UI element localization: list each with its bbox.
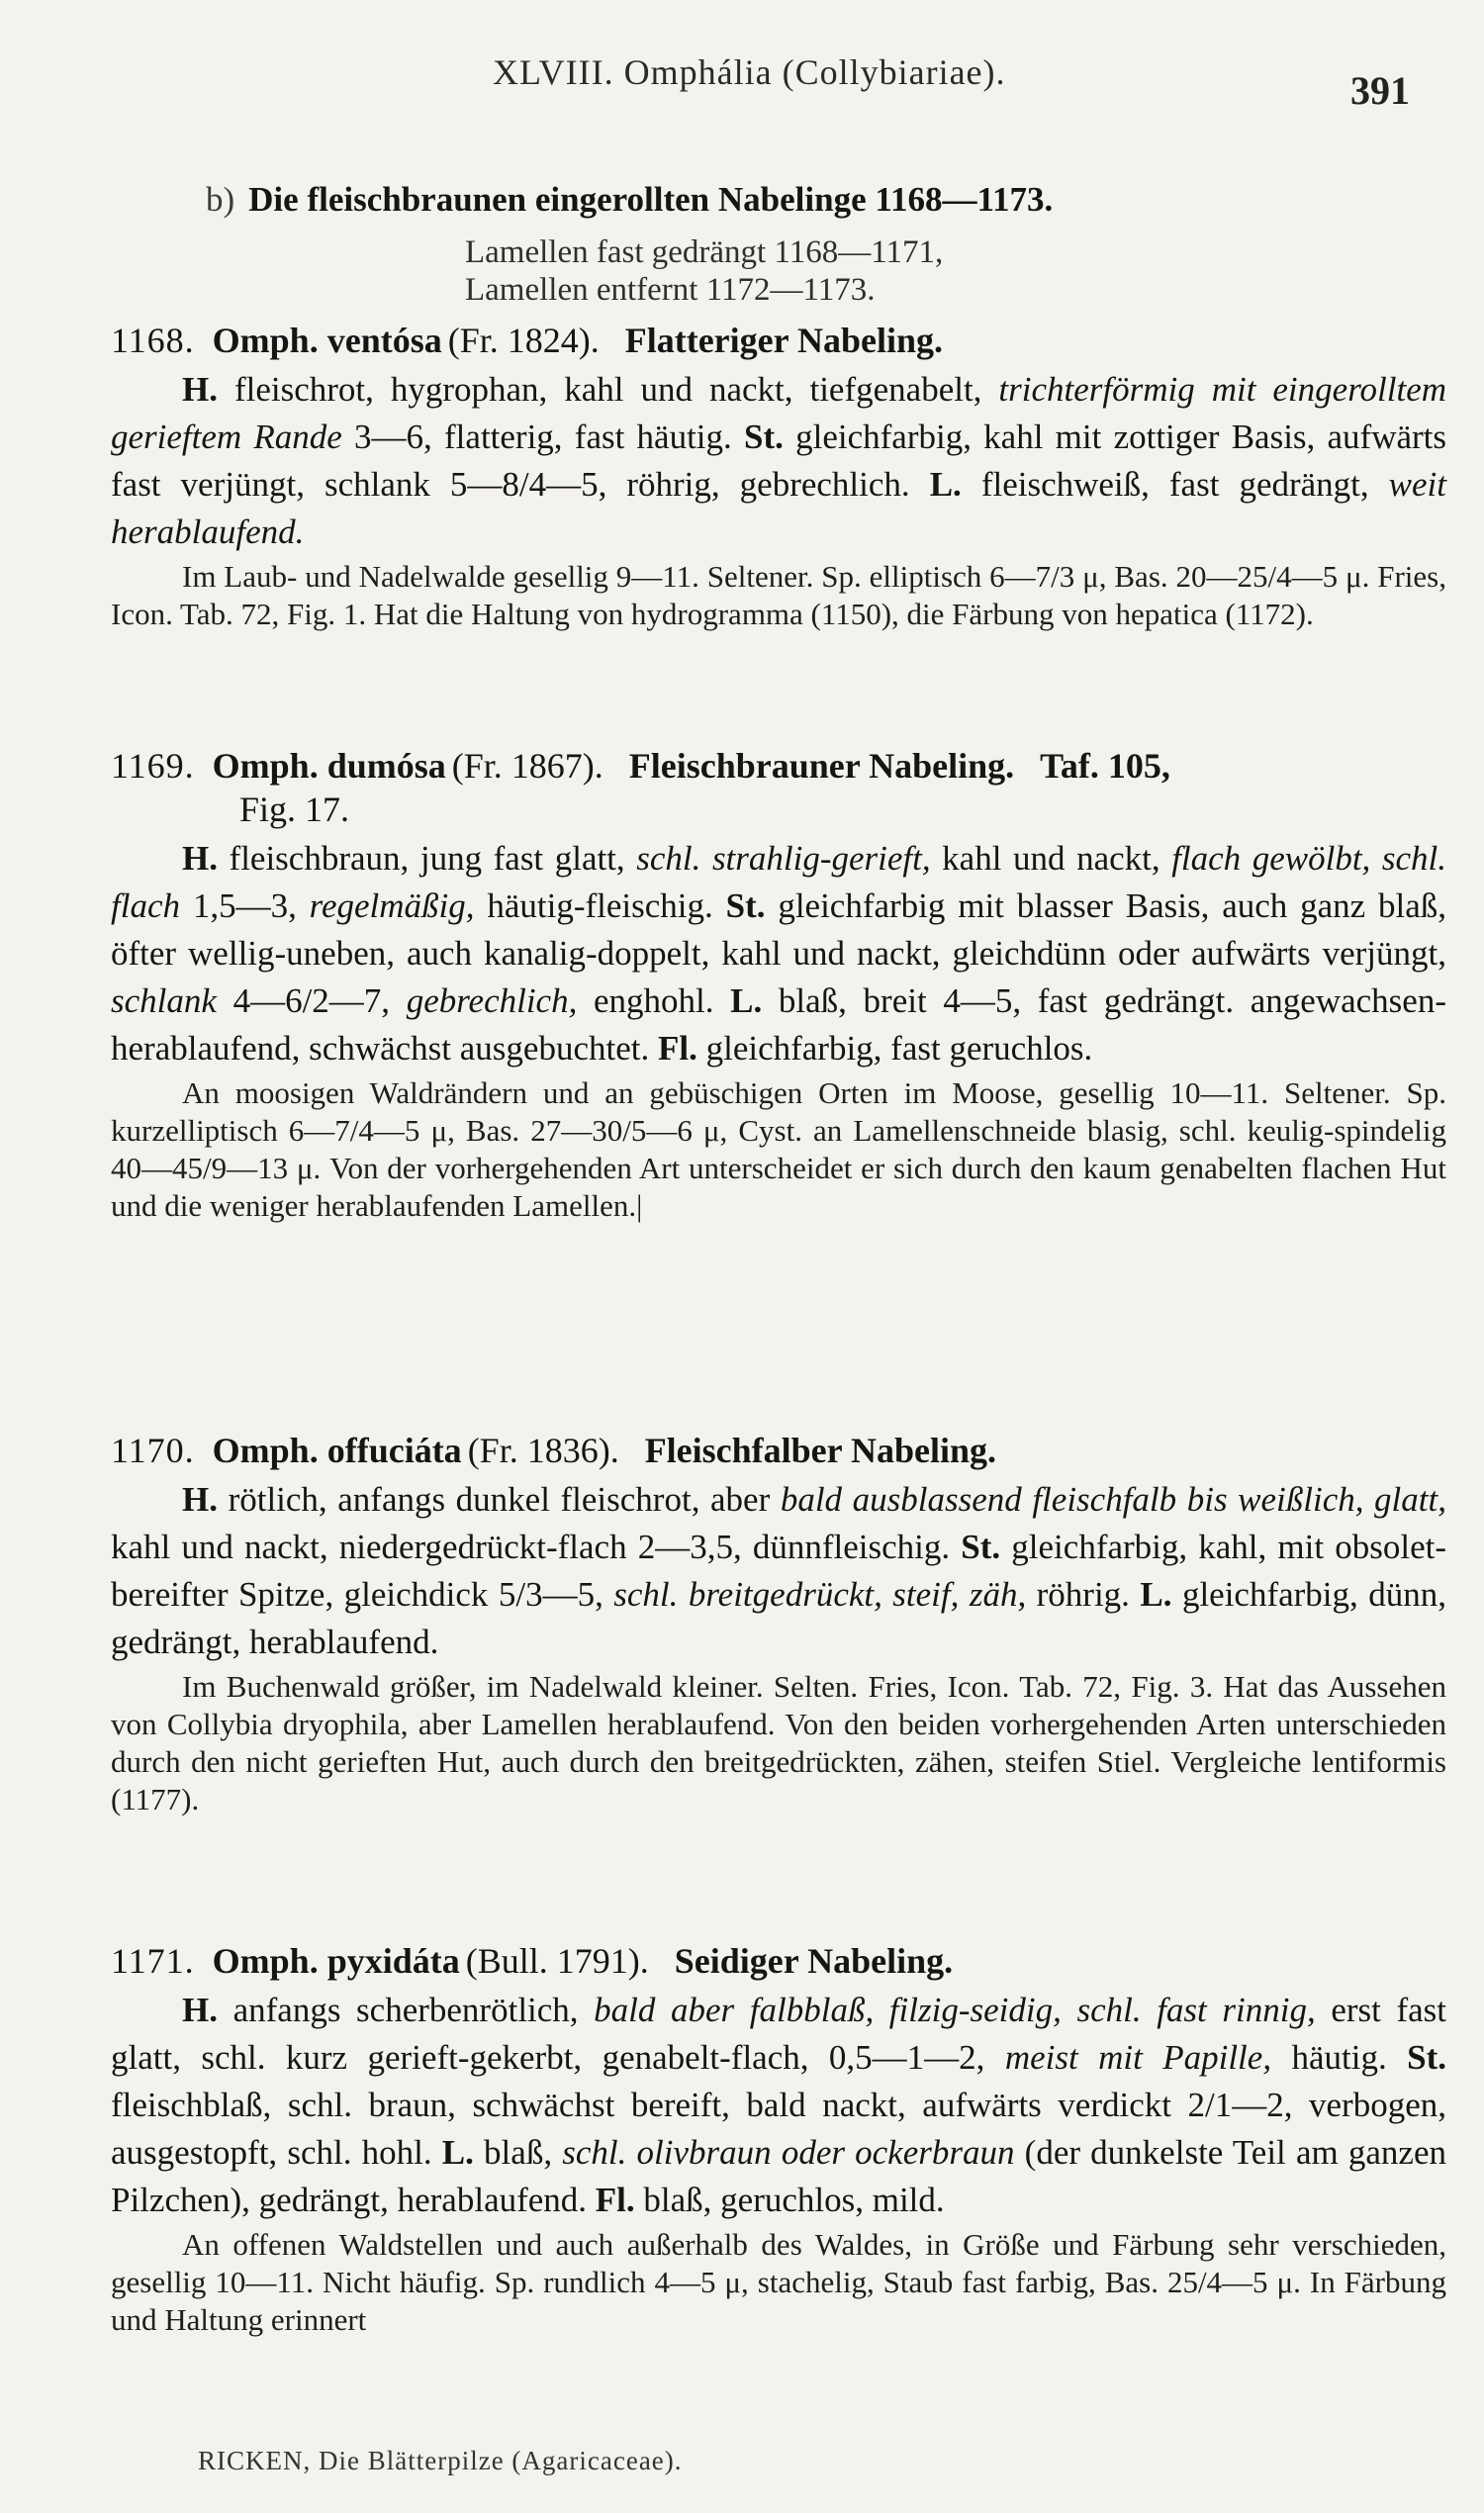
entry-description xyxy=(111,366,1446,556)
desc-text: gleichfarbig, kahl, mit obsolet-bereifter Spitze, gleichdick 5/3—5, xyxy=(111,1528,1446,1614)
entry-number: 1168. xyxy=(111,321,195,360)
entry-notes: An offenen Waldstellen und auch außerhalb des Waldes, in Größe und Färbung sehr verschieden, gesellig 10—11. Nicht häufig. Sp. rundlich 4—5 μ, stachelig, Staub fast farbig, Bas. 25/4—5 μ. In Färbung und Haltung erinnert xyxy=(111,2227,1446,2337)
entry-description xyxy=(111,1987,1446,2224)
flesh-label: Fl. xyxy=(657,1029,697,1068)
desc-text: anfangs scherbenrötlich, xyxy=(217,1991,595,2029)
entry-notes: Im Buchenwald größer, im Nadelwald kleiner. Selten. Fries, Icon. Tab. 72, Fig. 3. Hat das Aussehen von Collybia dryophila, aber Lamellen herablaufend. Von den beiden vorhergehenden Arten unterschieden durch den nicht gerieften Hut, auch durch den breitgedrückten, zähen, steifen Stiel. Vergleiche lentiformis (1177). xyxy=(111,1669,1446,1816)
desc-text: fleischblaß, schl. braun, schwächst bereift, bald nackt, aufwärts verdickt 2/1—2, verbogen, ausgestopft, schl. hohl. xyxy=(111,2086,1446,2172)
entry-species: ventósa xyxy=(326,321,442,360)
entry-notes: An moosigen Waldrändern und an gebüschigen Orten im Moose, gesellig 10—11. Seltener. Sp. kurzelliptisch 6—7/4—5 μ, Bas. 27—30/5—6 μ, Cyst. an Lamellenschneide blasig, schl. keulig-spindelig 40—45/9—13 μ. Von der vorhergehenden Art unterscheidet er sich durch den kaum genabelten flachen Hut und die weniger herablaufenden Lamellen.| xyxy=(111,1075,1446,1223)
desc-emphasis: regelmäßig, xyxy=(309,886,475,925)
desc-emphasis: trichterförmig mit eingerolltem gerieftem Rande xyxy=(111,370,1447,456)
desc-emphasis: bald ausblassend fleischfalb bis weißlich, glatt, xyxy=(780,1480,1446,1519)
entry-common-name: Fleischfalber Nabeling. xyxy=(644,1431,997,1470)
cap-label: H. xyxy=(182,1480,218,1519)
key-line: Lamellen fast gedrängt 1168—1171, xyxy=(465,234,944,270)
desc-emphasis: flach gewölbt, schl. flach xyxy=(111,839,1446,925)
entry-number: 1169. xyxy=(111,746,195,786)
desc-text: kahl und nackt, niedergedrückt-flach 2—3,5, dünnfleischig. xyxy=(111,1528,962,1566)
gills-label: L. xyxy=(441,2133,474,2172)
desc-text: häutig-fleischig. xyxy=(474,886,726,925)
entry-notes: Im Laub- und Nadelwalde gesellig 9—11. Seltener. Sp. elliptisch 6—7/3 μ, Bas. 20—25/4—5 μ. Fries, Icon. Tab. 72, Fig. 1. Hat die Haltung von hydrogramma (1150), die Färbung von hepatica (1172). xyxy=(111,559,1446,631)
cap-label: H. xyxy=(182,1991,218,2029)
desc-text: gleichfarbig, kahl mit zottiger Basis, aufwärts fast verjüngt, schlank 5—8/4—5, röhrig, gebrechlich. xyxy=(111,418,1447,504)
desc-text: erst fast glatt, schl. kurz gerieft-gekerbt, genabelt-flach, 0,5—1—2, xyxy=(111,1991,1446,2077)
stem-label: St. xyxy=(1407,2038,1446,2077)
desc-text: 1,5—3, xyxy=(179,886,310,925)
desc-text: fleischrot, hygrophan, kahl und nackt, tiefgenabelt, xyxy=(217,370,999,409)
section-key xyxy=(465,233,1158,309)
entry-authority: (Bull. 1791). xyxy=(465,1941,649,1981)
page-footer-signature: RICKEN, Die Blätterpilze (Agaricaceae). xyxy=(198,2446,683,2475)
desc-text: gleichfarbig, fast geruchlos. xyxy=(696,1029,1093,1068)
desc-emphasis: schlank xyxy=(111,981,217,1020)
desc-emphasis: schl. olivbraun oder ockerbraun xyxy=(562,2133,1015,2172)
flesh-label: Fl. xyxy=(595,2181,635,2219)
desc-emphasis: gebrechlich, xyxy=(406,981,578,1020)
entry-authority: (Fr. 1824). xyxy=(447,321,600,360)
entry-number: 1170. xyxy=(111,1431,195,1470)
cap-label: H. xyxy=(182,839,218,878)
species-entry-1170 xyxy=(111,1429,1446,1818)
section-label: b) xyxy=(206,180,235,219)
desc-text: blaß, breit 4—5, fast gedrängt. angewachsen-herablaufend, schwächst ausgebuchtet. xyxy=(111,981,1446,1068)
entry-species: pyxidáta xyxy=(326,1941,460,1981)
entry-authority: (Fr. 1867). xyxy=(451,746,603,786)
gills-label: L. xyxy=(929,465,962,504)
desc-emphasis: weit herablaufend. xyxy=(111,465,1446,551)
page-number: 391 xyxy=(1350,68,1410,113)
desc-text: fleischweiß, fast gedrängt, xyxy=(961,465,1389,504)
entry-heading xyxy=(111,1429,1446,1472)
entry-species: offuciáta xyxy=(326,1431,462,1470)
desc-text: blaß, geruchlos, mild. xyxy=(634,2181,945,2219)
entry-genus: Omph. xyxy=(212,746,319,786)
key-line: Lamellen entfernt 1172—1173. xyxy=(465,272,876,308)
entry-heading xyxy=(111,744,1446,831)
entry-description xyxy=(111,835,1446,1072)
desc-text: gleichfarbig mit blasser Basis, auch ganz blaß, öfter wellig-uneben, auch kanalig-doppelt, kahl und nackt, gleichdünn oder aufwärts verjüngt, xyxy=(111,886,1447,973)
desc-text: fleischbraun, jung fast glatt, xyxy=(217,839,637,878)
running-head: XLVIII. Omphália (Collybiariae). xyxy=(493,52,1006,92)
desc-emphasis: bald aber falbblaß, filzig-seidig, schl. fast rinnig, xyxy=(594,1991,1316,2029)
entry-number: 1171. xyxy=(111,1941,195,1981)
entry-common-name: Fleischbrauner Nabeling. xyxy=(628,746,1015,786)
desc-text: 3—6, flatterig, fast häutig. xyxy=(341,418,745,456)
stem-label: St. xyxy=(725,886,766,925)
entry-figure-ref: Fig. 17. xyxy=(239,790,350,829)
stem-label: St. xyxy=(744,418,784,456)
cap-label: H. xyxy=(182,370,218,409)
gills-label: L. xyxy=(730,981,763,1020)
desc-text: blaß, xyxy=(473,2133,563,2172)
entry-genus: Omph. xyxy=(212,1431,319,1470)
section-heading-text: Die fleischbraunen eingerollten Nabelinge 1168—1173. xyxy=(248,180,1054,219)
entry-species: dumósa xyxy=(326,746,446,786)
desc-text: gleichfarbig, dünn, gedrängt, herablaufend. xyxy=(111,1575,1446,1661)
entry-description xyxy=(111,1476,1446,1666)
desc-emphasis: schl. strahlig-gerieft, xyxy=(636,839,931,878)
section-heading xyxy=(206,180,1393,220)
entry-common-name: Seidiger Nabeling. xyxy=(674,1941,954,1981)
desc-emphasis: schl. breitgedrückt, steif, zäh, xyxy=(613,1575,1027,1614)
desc-emphasis: meist mit Papille, xyxy=(1004,2038,1272,2077)
desc-text: enghohl. xyxy=(577,981,731,1020)
species-entry-1171 xyxy=(111,1939,1446,2339)
species-entry-1168 xyxy=(111,319,1446,633)
species-entry-1169 xyxy=(111,744,1446,1225)
desc-text: röhrig. xyxy=(1026,1575,1141,1614)
desc-text: häutig. xyxy=(1271,2038,1408,2077)
entry-heading xyxy=(111,1939,1446,1983)
stem-label: St. xyxy=(961,1528,1001,1566)
desc-text: 4—6/2—7, xyxy=(216,981,407,1020)
entry-plate: Taf. 105, xyxy=(1040,746,1170,786)
desc-text: (der dunkelste Teil am ganzen Pilzchen), gedrängt, herablaufend. xyxy=(111,2133,1446,2219)
entry-common-name: Flatteriger Nabeling. xyxy=(624,321,943,360)
entry-genus: Omph. xyxy=(212,321,319,360)
entry-genus: Omph. xyxy=(212,1941,319,1981)
desc-text: kahl und nackt, xyxy=(930,839,1172,878)
gills-label: L. xyxy=(1140,1575,1172,1614)
entry-heading xyxy=(111,319,1446,362)
entry-authority: (Fr. 1836). xyxy=(467,1431,619,1470)
desc-text: rötlich, anfangs dunkel fleischrot, aber xyxy=(217,1480,781,1519)
